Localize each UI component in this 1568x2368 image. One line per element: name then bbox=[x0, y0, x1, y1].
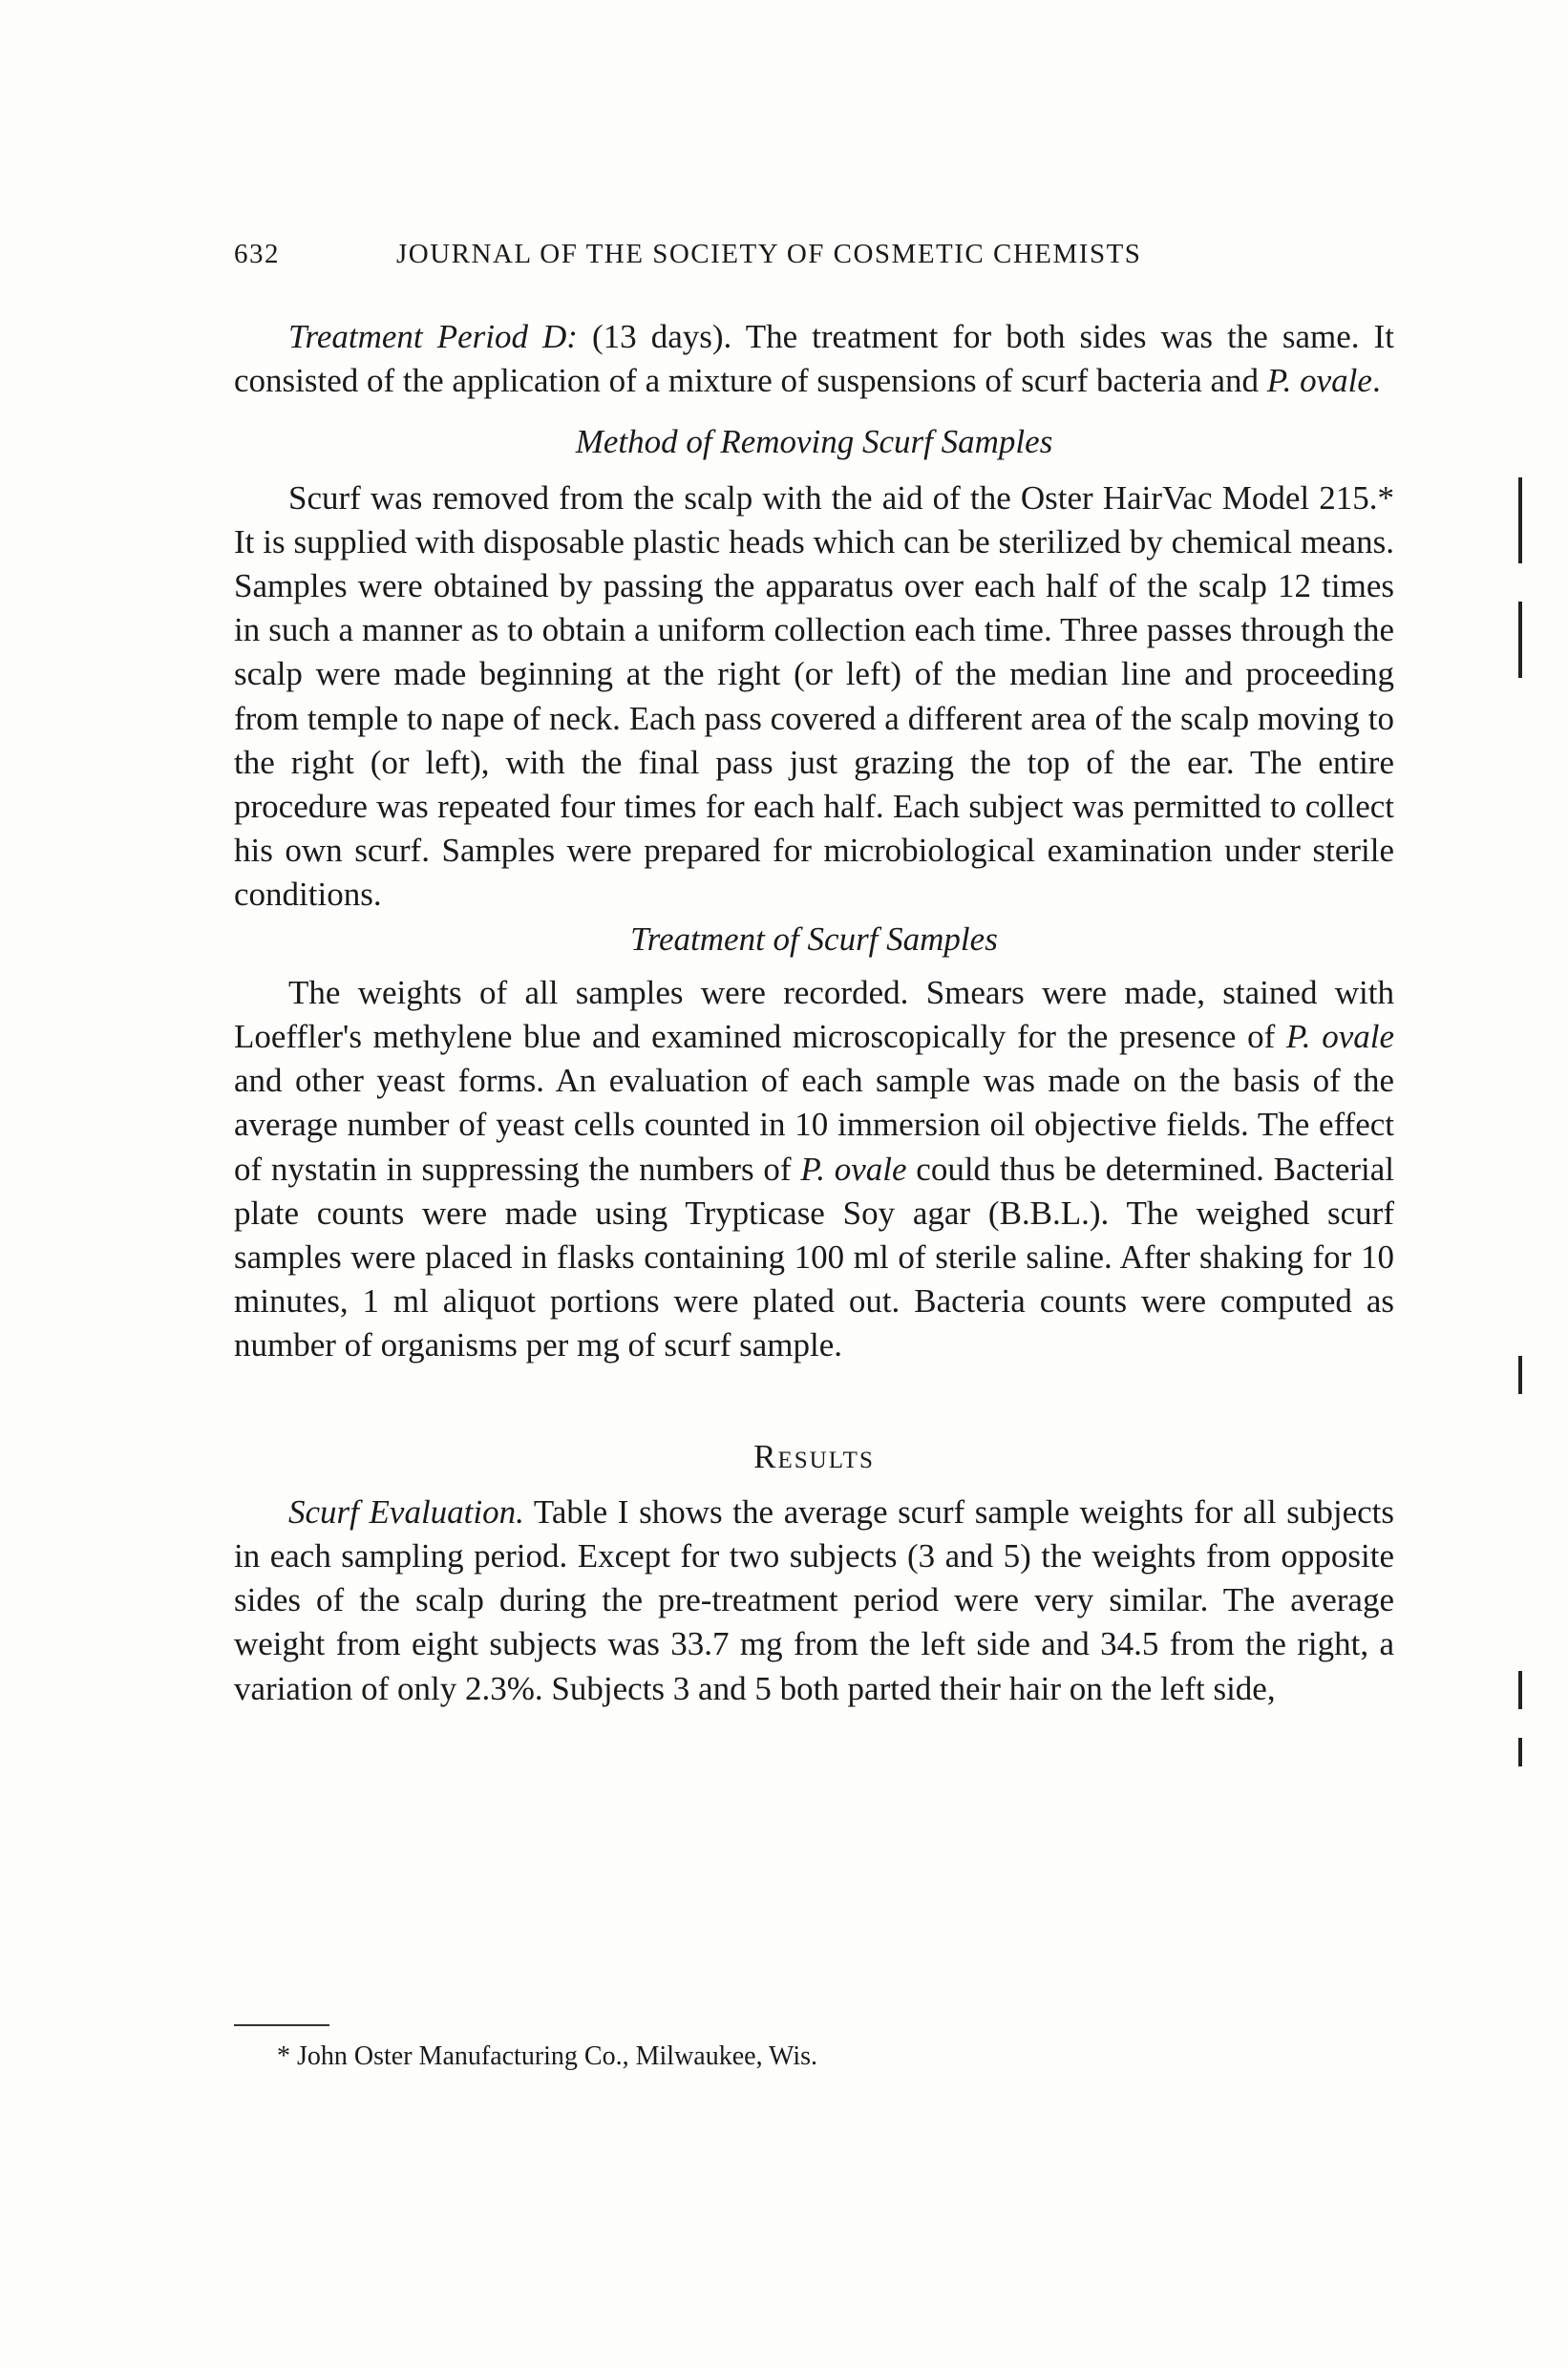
journal-title: JOURNAL OF THE SOCIETY OF COSMETIC CHEMISTS bbox=[396, 239, 1142, 269]
treatment-text-3: could thus be determined. Bacterial plate counts were made using Trypticase Soy agar (B.B.L.). The weighed scurf samples were placed in flasks containing 100 ml of sterile saline. After shaking for 10 minutes, 1 ml aliquot portions were plated out. Bacteria counts were computed as number of organisms per mg of scurf sample. bbox=[234, 1150, 1394, 1364]
footnote-rule bbox=[234, 2024, 329, 2026]
results-text: Table I shows the average scurf sample weights for all subjects in each sampling period. Except for two subjects (3 and 5) the weights from opposite sides of the scalp during the pre-treatment period were very similar. The average weight from eight subjects was 33.7 mg from the left side and 34.5 from the right, a variation of only 2.3%. Subjects 3 and 5 both parted their hair on the left side, bbox=[234, 1492, 1395, 1707]
results-lead: Scurf Evaluation. bbox=[288, 1492, 524, 1531]
treatment-text-2: and other yeast forms. An evaluation of each sample was made on the basis of the average number of yeast cells counted in 10 immersion oil objective fields. The effect of nystatin in suppressing the numbers of bbox=[234, 1062, 1394, 1188]
method-heading: Method of Removing Scurf Samples bbox=[575, 423, 1053, 461]
punctuation: . bbox=[1371, 362, 1381, 400]
footnote: * John Oster Manufacturing Co., Milwaukee, Wis. bbox=[277, 2041, 818, 2071]
results-paragraph bbox=[234, 1491, 1394, 1711]
treatment-paragraph bbox=[234, 971, 1394, 1368]
treatment-text-1: The weights of all samples were recorded. Smears were made, stained with Loeffler's methylene blue and examined microscopically for the presence of bbox=[234, 973, 1394, 1056]
treatment-period-paragraph bbox=[234, 315, 1394, 403]
scan-mark bbox=[1518, 477, 1522, 563]
results-heading: Results bbox=[753, 1437, 875, 1475]
scan-mark bbox=[1518, 1671, 1522, 1709]
treatment-period-text: (13 days). The treatment for both sides was the same. It consisted of the application of a mixture of suspensions of scurf bacteria and bbox=[234, 318, 1394, 400]
treatment-period-lead: Treatment Period D: bbox=[288, 318, 578, 355]
organism-name: P. ovale bbox=[1266, 362, 1372, 400]
organism-name: P. ovale bbox=[1285, 1018, 1394, 1056]
scan-mark bbox=[1518, 1356, 1522, 1394]
organism-name: P. ovale bbox=[800, 1150, 907, 1188]
method-paragraph: Scurf was removed from the scalp with the aid of the Oster HairVac Model 215.* It is supplied with disposable plastic heads which can be sterilized by chemical means. Samples were obtained by passing the apparatus over each half of the scalp 12 times in such a manner as to obtain a uniform collection each time. Three passes through the scalp were made beginning at the right (or left) of the median line and proceeding from temple to nape of neck. Each pass covered a different area of the scalp moving to the right (or left), with the final pass just grazing the top of the ear. The entire procedure was repeated four times for each half. Each subject was permitted to collect his own scurf. Samples were prepared for microbiological examination under sterile conditions. bbox=[234, 478, 1394, 914]
page-number: 632 bbox=[234, 239, 280, 269]
scan-mark bbox=[1518, 1738, 1522, 1766]
body-text bbox=[234, 315, 1394, 1711]
treatment-heading: Treatment of Scurf Samples bbox=[630, 920, 998, 958]
scan-margin-marks bbox=[1518, 0, 1537, 2368]
page-header bbox=[234, 239, 1394, 277]
scan-mark bbox=[1518, 602, 1522, 678]
